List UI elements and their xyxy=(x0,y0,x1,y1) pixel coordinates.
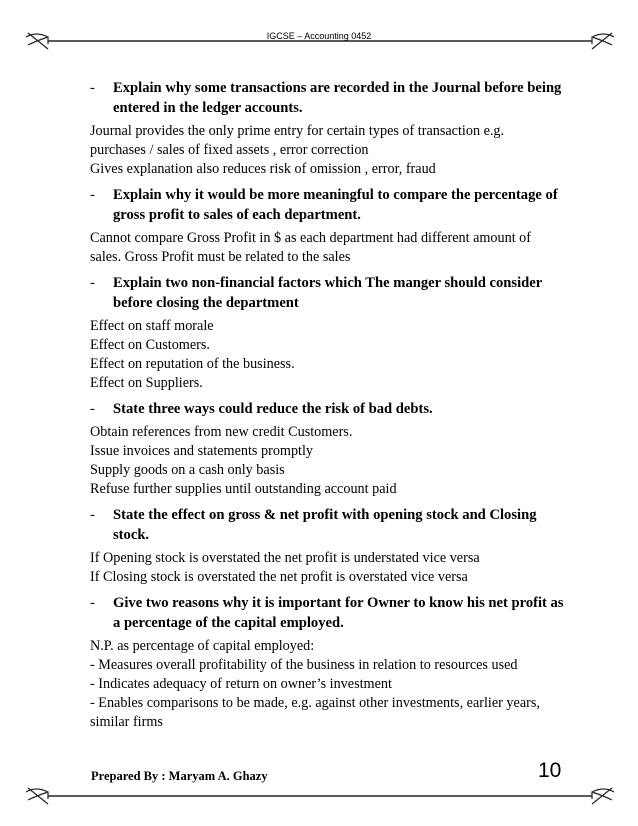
page-content xyxy=(90,72,570,732)
answer-line: If Closing stock is overstated the net profit is overstated vice versa xyxy=(90,569,468,585)
answer xyxy=(90,549,570,587)
answer xyxy=(90,317,570,393)
question-text: Explain why some transactions are recorded in the Journal before being entered in the ledger accounts. xyxy=(113,80,562,116)
answer-line: - Measures overall profitability of the business in relation to resources used xyxy=(90,657,518,673)
question-text: Give two reasons why it is important for Owner to know his net profit as a percentage of the capital employed. xyxy=(113,595,564,631)
answer-line: Cannot compare Gross Profit in $ as each department had different amount of xyxy=(90,230,531,246)
question-bullet: - xyxy=(90,80,95,96)
answer-line: Journal provides the only prime entry for certain types of transaction e.g. xyxy=(90,123,505,139)
answer-line: Gives explanation also reduces risk of omission , error, fraud xyxy=(90,161,436,177)
answer-line: - Indicates adequacy of return on owner’s investment xyxy=(90,676,392,692)
footer-scroll-rule xyxy=(22,784,618,808)
question xyxy=(90,273,570,313)
answer-line: Effect on reputation of the business. xyxy=(90,356,295,372)
question xyxy=(90,185,570,225)
question-bullet: - xyxy=(90,595,95,611)
answer-line: Obtain references from new credit Customers. xyxy=(90,424,353,440)
answer-line: sales. Gross Profit must be related to the sales xyxy=(90,249,351,265)
answer xyxy=(90,637,570,732)
question xyxy=(90,505,570,545)
question xyxy=(90,593,570,633)
answer-line: Supply goods on a cash only basis xyxy=(90,462,285,478)
question-bullet: - xyxy=(90,507,95,523)
question-text: Explain why it would be more meaningful to compare the percentage of gross profit to sales of each department. xyxy=(113,187,558,223)
answer xyxy=(90,229,570,267)
question xyxy=(90,78,570,118)
answer-line: If Opening stock is overstated the net profit is understated vice versa xyxy=(90,550,480,566)
question-text: Explain two non-financial factors which The manger should consider before closing the department xyxy=(113,275,542,311)
answer-line: - Enables comparisons to be made, e.g. against other investments, earlier years, xyxy=(90,695,540,711)
header-title: IGCSE – Accounting 0452 xyxy=(266,31,372,41)
answer xyxy=(90,423,570,499)
question-bullet: - xyxy=(90,401,95,417)
footer-author: Prepared By : Maryam A. Ghazy xyxy=(91,769,268,783)
answer-line: Issue invoices and statements promptly xyxy=(90,443,314,459)
answer-line: similar firms xyxy=(90,714,163,730)
answer-line: purchases / sales of fixed assets , error correction xyxy=(90,142,369,158)
answer-line: Effect on Customers. xyxy=(90,337,210,353)
question-bullet: - xyxy=(90,275,95,291)
question-bullet: - xyxy=(90,187,95,203)
question-text: State three ways could reduce the risk of bad debts. xyxy=(113,401,433,417)
answer-line: N.P. as percentage of capital employed: xyxy=(90,638,315,654)
question xyxy=(90,399,570,419)
question-text: State the effect on gross & net profit with opening stock and Closing stock. xyxy=(113,507,537,543)
page-number: 10 xyxy=(538,759,562,782)
answer-line: Effect on staff morale xyxy=(90,318,214,334)
answer-line: Effect on Suppliers. xyxy=(90,375,203,391)
answer xyxy=(90,122,570,179)
answer-line: Refuse further supplies until outstanding account paid xyxy=(90,481,397,497)
